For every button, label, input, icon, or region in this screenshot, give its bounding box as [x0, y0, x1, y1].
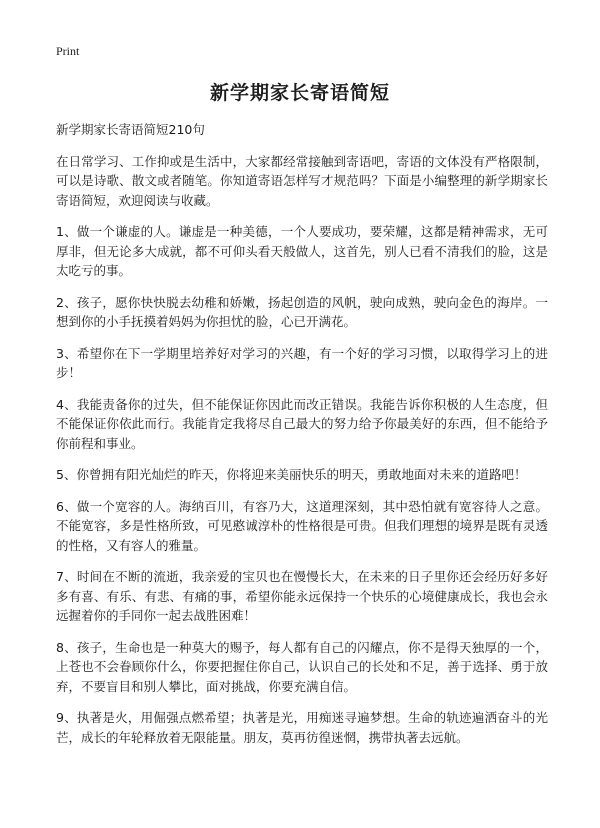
- list-item: 1、做一个谦虚的人。谦虚是一种美德，一个人要成功，要荣耀，这都是精神需求，无可厚非，但无论多大成就，都不可仰头看天般做人，这首先，别人已看不清我们的脸，这是太吃亏的事。: [56, 224, 548, 278]
- print-link[interactable]: Print: [56, 44, 80, 58]
- list-item: 6、做一个宽容的人。海纳百川，有容乃大，这道理深刻，其中恐怕就有宽容待人之意。不能宽容，多是性格所致，可见憨诚淳朴的性格很是可贵。但我们理想的境界是既有灵透的性格，又有容人的雅量。: [56, 498, 548, 553]
- list-item: 2、孩子，愿你快快脱去幼稚和娇嫩，扬起创造的风帆，驶向成熟，驶向金色的海岸。一想到你的小手抚摸着妈妈为你担忧的脸，心已开满花。: [56, 294, 548, 329]
- list-item: 7、时间在不断的流逝，我亲爱的宝贝也在慢慢长大，在未来的日子里你还会经历好多好多有喜、有乐、有悲、有痛的事，希望你能永远保持一个快乐的心境健康成长，我也会永远握着你的手同你一起去战胜困难！: [56, 569, 548, 623]
- page-title: 新学期家长寄语简短: [209, 82, 390, 104]
- list-item: 8、孩子，生命也是一种莫大的赐予，每人都有自己的闪耀点，你不是得天独厚的一个，上苍也不会眷顾你什么，你要把握住你自己，认识自己的长处和不足，善于选择、勇于放弃，不要盲目和别人攀比，面对挑战，你要充满自信。: [56, 639, 548, 694]
- article-subtitle: 新学期家长寄语简短210句: [56, 122, 205, 137]
- list-item: 4、我能责备你的过失，但不能保证你因此而改正错误。我能告诉你积极的人生态度，但不能保证你依此而行。我能肯定我将尽自己最大的努力给予你最美好的东西，但不能给予你前程和事业。: [56, 396, 548, 451]
- list-item: 3、希望你在下一学期里培养好对学习的兴趣，有一个好的学习习惯，以取得学习上的进步！: [56, 345, 548, 380]
- article-body: [56, 120, 548, 759]
- list-item: 5、你曾拥有阳光灿烂的昨天，你将迎来美丽快乐的明天，勇敢地面对未来的道路吧！: [56, 467, 527, 482]
- list-item: 9、执著是火，用倔强点燃希望；执著是光，用痴迷寻遍梦想。生命的轨迹遍洒奋斗的光芒，成长的年轮释放着无限能量。朋友，莫再彷徨迷惘，携带执著去远航。: [56, 710, 548, 745]
- intro-paragraph: 在日常学习、工作抑或是生活中，大家都经常接触到寄语吧，寄语的文体没有严格限制，可以是诗歌、散文或者随笔。你知道寄语怎样写才规范吗？下面是小编整理的新学期家长寄语简短，欢迎阅读与收藏。: [56, 153, 548, 208]
